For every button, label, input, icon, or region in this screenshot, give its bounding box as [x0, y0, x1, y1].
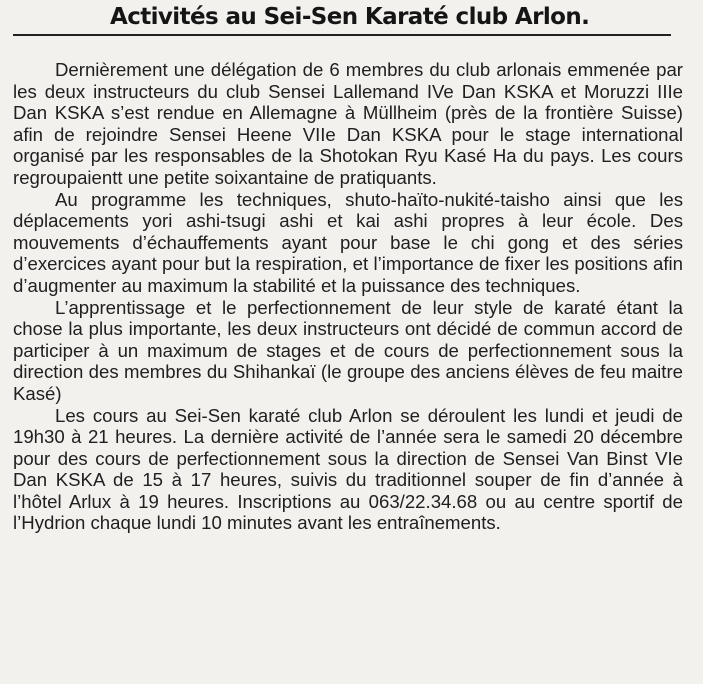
article-paragraph-3: L’apprentissage et le perfectionnement de leur style de karaté étant la chose la plus importante, les deux instructeurs ont décidé de commun accord de participer à un maximum de stages et de cours de perfectionnement sous la direction des membres du Shihankaï (le groupe des anciens élèves de feu maitre Kasé) [13, 296, 683, 404]
article-paragraph-4: Les cours au Sei-Sen karaté club Arlon se déroulent les lundi et jeudi de 19h30 à 21 heures. La dernière activité de l’année sera le samedi 20 décembre pour des cours de perfectionnement sous la direction de Sensei Van Binst VIe Dan KSKA de 15 à 17 heures, suivis du traditionnel souper de fin d’année à l’hôtel Arlux à 19 heures. Inscriptions au 063/22.34.68 ou au centre sportif de l’Hydrion chaque lundi 10 minutes avant les entraînements. [13, 404, 683, 534]
article-paragraph-1: Dernièrement une délégation de 6 membres du club arlonais emmenée par les deux instructeurs du club Sensei Lallemand IVe Dan KSKA et Moruzzi IIIe Dan KSKA s’est rendue en Allemagne à Müllheim (près de la frontière Suisse) afin de rejoindre Sensei Heene VIIe Dan KSKA pour le stage international organisé par les responsables de la Shotokan Ryu Kasé Ha du pays. Les cours regroupaientt une petite soixantaine de pratiquants. [13, 59, 683, 188]
title-underline [13, 34, 671, 36]
article-title: Activités au Sei-Sen Karaté club Arlon. [110, 4, 590, 30]
article-paragraph-2: Au programme les techniques, shuto-haïto-nukité-taisho ainsi que les déplacements yori ashi-tsugi ashi et kai ashi propres à leur école. Des mouvements d’échauffements ayant pour base le chi gong et des séries d’exercices ayant pour but la respiration, et l’importance de fixer les positions afin d’augmenter au maximum la stabilité et la puissance des techniques. [13, 188, 683, 296]
article-header [13, 0, 683, 38]
article-body [13, 59, 683, 534]
